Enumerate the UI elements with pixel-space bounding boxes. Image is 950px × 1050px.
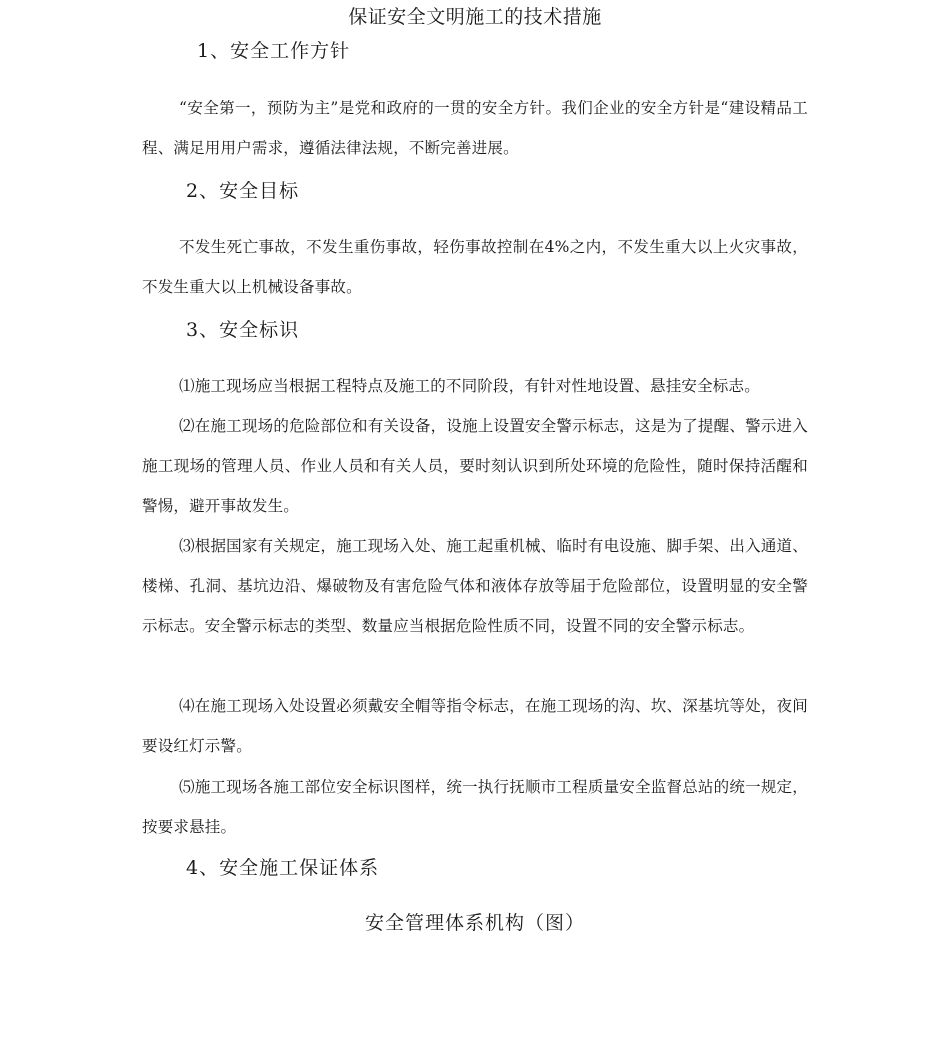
paragraph-sign-item-4: ⑷在施工现场入处设置必须戴安全帽等指令标志，在施工现场的沟、坎、深基坑等处，夜间要设红灯示警。 [142, 697, 808, 755]
section-heading-2: 2、安全目标 [186, 180, 300, 202]
paragraph-safety-policy: “安全第一，预防为主”是党和政府的一贯的安全方针。我们企业的安全方针是“建设精品工程、满足用用户需求，遵循法律法规，不断完善进展。 [142, 99, 808, 157]
figure-caption: 安全管理体系机构（图） [364, 912, 585, 934]
paragraph-sign-item-2: ⑵在施工现场的危险部位和有关设备，设施上设置安全警示标志，这是为了提醒、警示进入施工现场的管理人员、作业人员和有关人员，要时刻认识到所处环境的危险性，随时保持活醒和警惕，避开事故发生。 [142, 417, 808, 515]
paragraph-sign-item-5: ⑸施工现场各施工部位安全标识图样，统一执行抚顺市工程质量安全监督总站的统一规定，按要求悬挂。 [142, 778, 808, 836]
paragraph-sign-item-3: ⑶根据国家有关规定，施工现场入处、施工起重机械、临时有电设施、脚手架、出入通道、楼梯、孔洞、基坑边沿、爆破物及有害危险气体和液体存放等届于危险部位，设置明显的安全警示标志。安全警示标志的类型、数量应当根据危险性质不同，设置不同的安全警示标志。 [142, 537, 808, 635]
paragraph-safety-goals: 不发生死亡事故，不发生重伤事故，轻伤事故控制在4%之内，不发生重大以上火灾事故，不发生重大以上机械设备事故。 [142, 238, 808, 296]
section-heading-4: 4、安全施工保证体系 [186, 857, 380, 879]
paragraph-sign-item-1: ⑴施工现场应当根据工程特点及施工的不同阶段，有针对性地设置、悬挂安全标志。 [179, 377, 760, 395]
section-heading-3: 3、安全标识 [186, 319, 300, 341]
section-heading-1: 1、安全工作方针 [197, 40, 351, 62]
document-title: 保证安全文明施工的技术措施 [348, 6, 602, 28]
